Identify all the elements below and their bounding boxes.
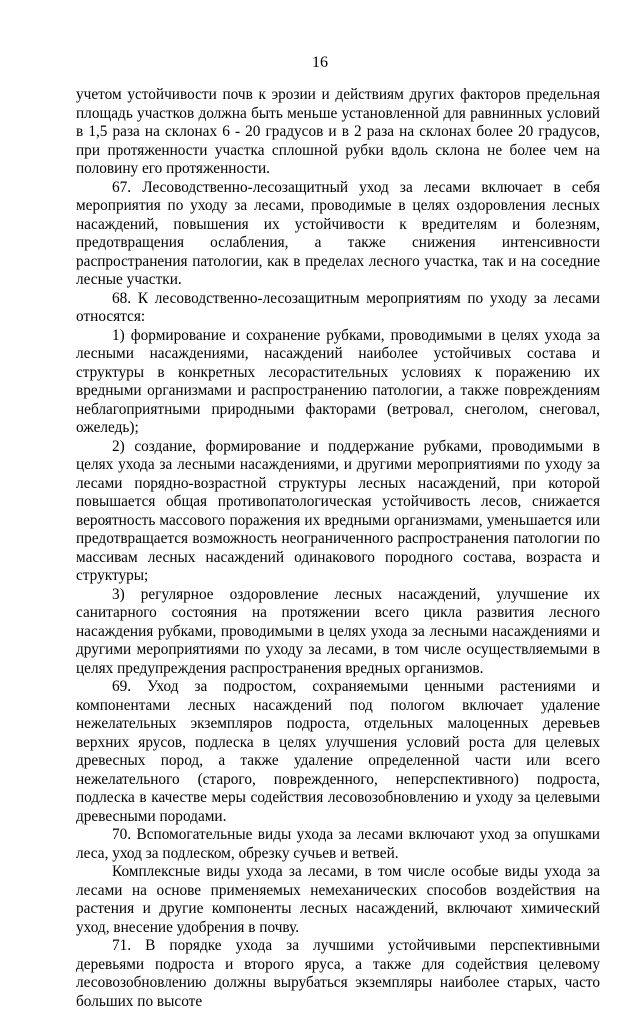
paragraph-68: 68. К лесоводственно-лесозащитным мероприятиям по уходу за лесами относятся:: [76, 289, 600, 325]
paragraph-68-item-1: 1) формирование и сохранение рубками, проводимыми в целях ухода за лесными насаждениями, насаждений наиболее устойчивых состава и структуры в конкретных лесорастительных условиях к поражению их вредными организмами и распространению патологии, а также повреждениям неблагоприятными природными факторами (ветровал, снеголом, снеговал, ожеледь);: [76, 326, 600, 436]
paragraph-68-item-3: 3) регулярное оздоровление лесных насаждений, улучшение их санитарного состояния на протяжении всего цикла развития лесного насаждения рубками, проводимыми в целях ухода за лесными насаждениями и другими мероприятиями по уходу за лесами, в том числе осуществляемыми в целях предупреждения распространения вредных организмов.: [76, 585, 600, 677]
paragraph-complex-care: Комплексные виды ухода за лесами, в том числе особые виды ухода за лесами на основе применяемых немеханических способов воздействия на растения и другие компоненты лесных насаждений, включают химический уход, внесение удобрения в почву.: [76, 863, 600, 936]
paragraph-68-item-2: 2) создание, формирование и поддержание рубками, проводимыми в целях ухода за лесными насаждениями, и другими мероприятиями по уходу за лесами порядно-возрастной структуры лесных насаждений, при которой повышается общая противопатологическая устойчивость лесов, снижается вероятность массового поражения их вредными организмами, уменьшается или предотвращается возможность неограниченного распространения патологии по массивам лесных насаждений одинакового породного состава, возраста и структуры;: [76, 437, 600, 584]
paragraph-69: 69. Уход за подростом, сохраняемыми ценными растениями и компонентами лесных насаждений под пологом включает удаление нежелательных экземпляров подроста, отдельных малоценных деревьев верхних ярусов, подлеска в целях улучшения условий роста для целевых древесных пород, а также удаление определенной части или всего нежелательного (старого, поврежденного, неперспективного) подроста, подлеска в качестве меры содействия лесовозобновлению и уходу за целевыми древесными породами.: [76, 678, 600, 825]
paragraph-continuation: учетом устойчивости почв к эрозии и действиям других факторов предельная площадь участков должна быть меньше установленной для равнинных условий в 1,5 раза на склонах 6 - 20 градусов и в 2 раза на склонах более 20 градусов, при протяженности участка сплошной рубки вдоль склона не более чем на половину его протяженности.: [76, 86, 600, 177]
document-body: [76, 86, 600, 1011]
page-number: 16: [312, 54, 328, 71]
paragraph-71: 71. В порядке ухода за лучшими устойчивыми перспективными деревьями подроста и второго яруса, а также для содействия целевому лесовозобновлению должны вырубаться экземпляры наиболее старых, часто больших по высоте: [76, 937, 600, 1010]
paragraph-70: 70. Вспомогательные виды ухода за лесами включают уход за опушками леса, уход за подлеском, обрезку сучьев и ветвей.: [76, 826, 600, 862]
paragraph-67: 67. Лесоводственно-лесозащитный уход за лесами включает в себя мероприятия по уходу за лесами, проводимые в целях оздоровления лесных насаждений, повышения их устойчивости к вредителям и болезням, предотвращения ослабления, а также снижения интенсивности распространения патологии, как в пределах лесного участка, так и на соседние лесные участки.: [76, 178, 600, 288]
